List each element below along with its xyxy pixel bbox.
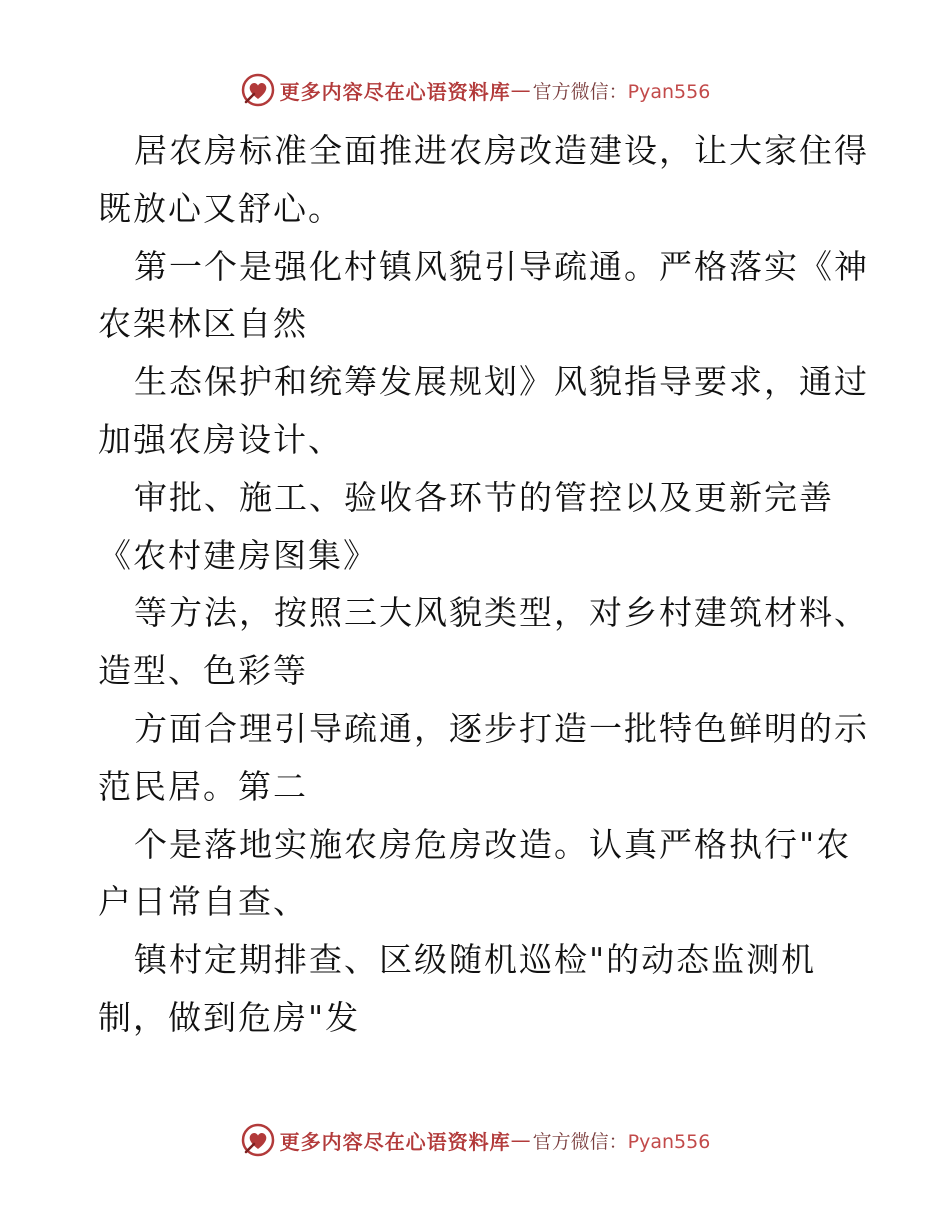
text-line: 审批、施工、验收各环节的管控以及更新完善 <box>134 477 834 517</box>
wechat-label: 官方微信： <box>532 1130 628 1153</box>
text-line: 方面合理引导疏通，逐步打造一批特色鲜明的示 <box>134 708 869 748</box>
text-line: 个是落地实施农房危房改造。认真严格执行"农 <box>134 824 852 864</box>
text-line: 生态保护和统筹发展规划》风貌指导要求，通过 <box>134 362 869 402</box>
banner-separator: — <box>510 1128 531 1152</box>
text-line: 农架林区自然 <box>98 304 308 344</box>
heart-pen-logo-icon <box>240 72 276 108</box>
text-line: 制，做到危房"发 <box>98 997 361 1037</box>
footer-banner <box>0 1120 950 1160</box>
text-line: 第一个是强化村镇风貌引导疏通。严格落实《神 <box>134 246 869 286</box>
banner-wechat <box>533 1127 711 1154</box>
text-line: 居农房标准全面推进农房改造建设，让大家住得 <box>134 131 869 170</box>
text-line: 《农村建房图集》 <box>98 535 378 575</box>
text-line: 范民居。第二 <box>98 766 308 806</box>
banner-separator: — <box>510 78 531 102</box>
banner-title: 更多内容尽在心语资料库 <box>279 1129 511 1154</box>
text-line: 户日常自查、 <box>98 882 308 922</box>
document-body <box>98 122 869 1047</box>
text-line: 加强农房设计、 <box>98 419 343 459</box>
text-line: 镇村定期排查、区级随机巡检"的动态监测机 <box>134 940 817 980</box>
text-line: 造型、色彩等 <box>98 651 308 691</box>
header-banner <box>0 70 950 110</box>
wechat-id: Pyan556 <box>627 80 711 103</box>
wechat-id: Pyan556 <box>627 1130 711 1153</box>
text-line: 既放心又舒心。 <box>98 188 343 228</box>
banner-wechat <box>533 77 711 104</box>
heart-pen-logo-icon <box>240 1122 276 1158</box>
text-line: 等方法，按照三大风貌类型，对乡村建筑材料、 <box>134 593 869 633</box>
banner-title: 更多内容尽在心语资料库 <box>279 79 511 104</box>
wechat-label: 官方微信： <box>532 80 628 103</box>
